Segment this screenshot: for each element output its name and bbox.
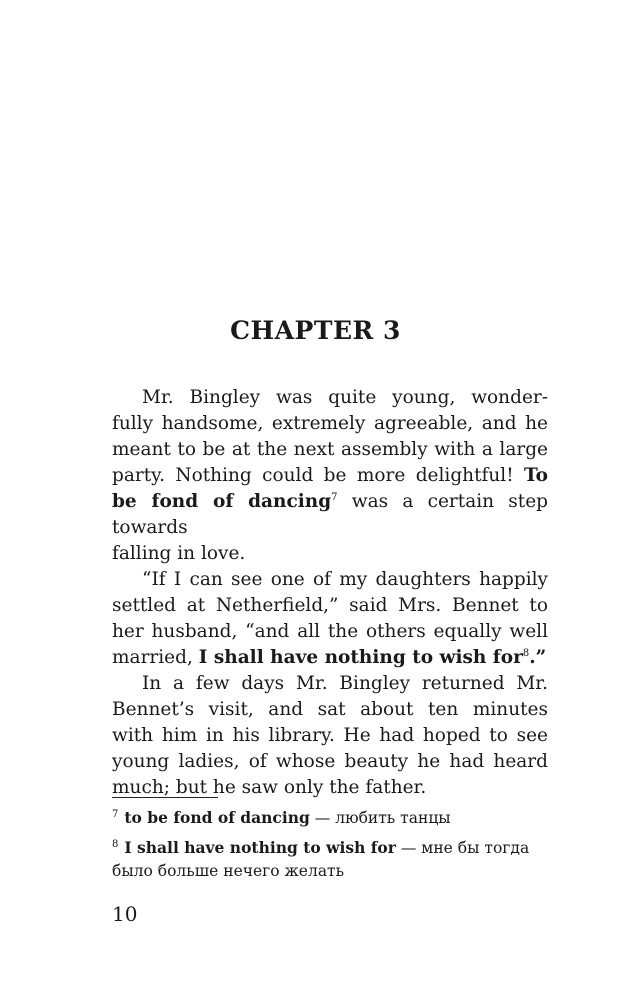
paragraph-2-line-1: “If I can see one of my daughters happily bbox=[142, 569, 548, 590]
footnote-ref-8: 8 bbox=[522, 647, 530, 659]
footnote-8-term: I shall have nothing to wish for bbox=[124, 838, 396, 857]
paragraph-1-line-2: fully handsome, extremely agreeable, and he bbox=[112, 413, 548, 434]
footnote-7 bbox=[112, 806, 548, 830]
emphasis-nothing-to-wish-for: I shall have nothing to wish for bbox=[198, 647, 523, 668]
paragraph-3-line-2: Bennet’s visit, and sat about ten minutes bbox=[112, 699, 548, 720]
paragraph-2-line-4-text: married, bbox=[112, 647, 199, 668]
footnote-divider bbox=[112, 797, 218, 798]
chapter-title: CHAPTER 3 bbox=[230, 316, 401, 345]
paragraph-1-line-6: falling in love. bbox=[112, 543, 246, 564]
paragraph-1-line-5-text: was a certain step towards bbox=[112, 491, 549, 538]
paragraph-1-line-3: meant to be at the next assembly with a large bbox=[112, 439, 548, 460]
paragraph-3-line-1: In a few days Mr. Bingley returned Mr. bbox=[142, 673, 548, 694]
paragraph-3-line-4: young ladies, of whose beauty he had heard bbox=[112, 751, 548, 772]
page-number: 10 bbox=[112, 902, 138, 926]
footnote-7-term: to be fond of dancing bbox=[124, 808, 310, 827]
paragraph-3-line-5: much; but he saw only the father. bbox=[112, 777, 427, 798]
footnote-8-number: 8 bbox=[112, 838, 119, 850]
footnote-8-gloss: — мне бы тогда bbox=[395, 839, 530, 857]
footnotes bbox=[112, 806, 548, 883]
paragraph-1-line-1: Mr. Bingley was quite young, wonder- bbox=[142, 387, 548, 408]
emphasis-be-fond-of-dancing: be fond of dancing bbox=[112, 491, 332, 512]
paragraph-2-line-4 bbox=[112, 645, 548, 671]
paragraph-1-line-4-text: party. Nothing could be more delightful! bbox=[112, 465, 525, 486]
paragraph-2-line-2: settled at Netherfield,” said Mrs. Bennet to bbox=[112, 595, 548, 616]
paragraph-3-line-3: with him in his library. He had hoped to see bbox=[112, 725, 548, 746]
footnote-ref-7: 7 bbox=[331, 491, 338, 503]
emphasis-to: To bbox=[524, 465, 548, 486]
paragraph-2-line-3: her husband, “and all the others equally well bbox=[112, 621, 548, 642]
footnote-8-continuation: было больше нечего желать bbox=[112, 862, 345, 880]
footnote-7-gloss: — любить танцы bbox=[309, 809, 451, 827]
footnote-7-number: 7 bbox=[112, 808, 119, 820]
paragraph-2-closing-quote: .” bbox=[529, 647, 547, 668]
body-text bbox=[112, 385, 548, 801]
footnote-8 bbox=[112, 836, 548, 860]
paragraph-1-line-4 bbox=[112, 463, 548, 489]
paragraph-1-line-5 bbox=[112, 489, 548, 541]
